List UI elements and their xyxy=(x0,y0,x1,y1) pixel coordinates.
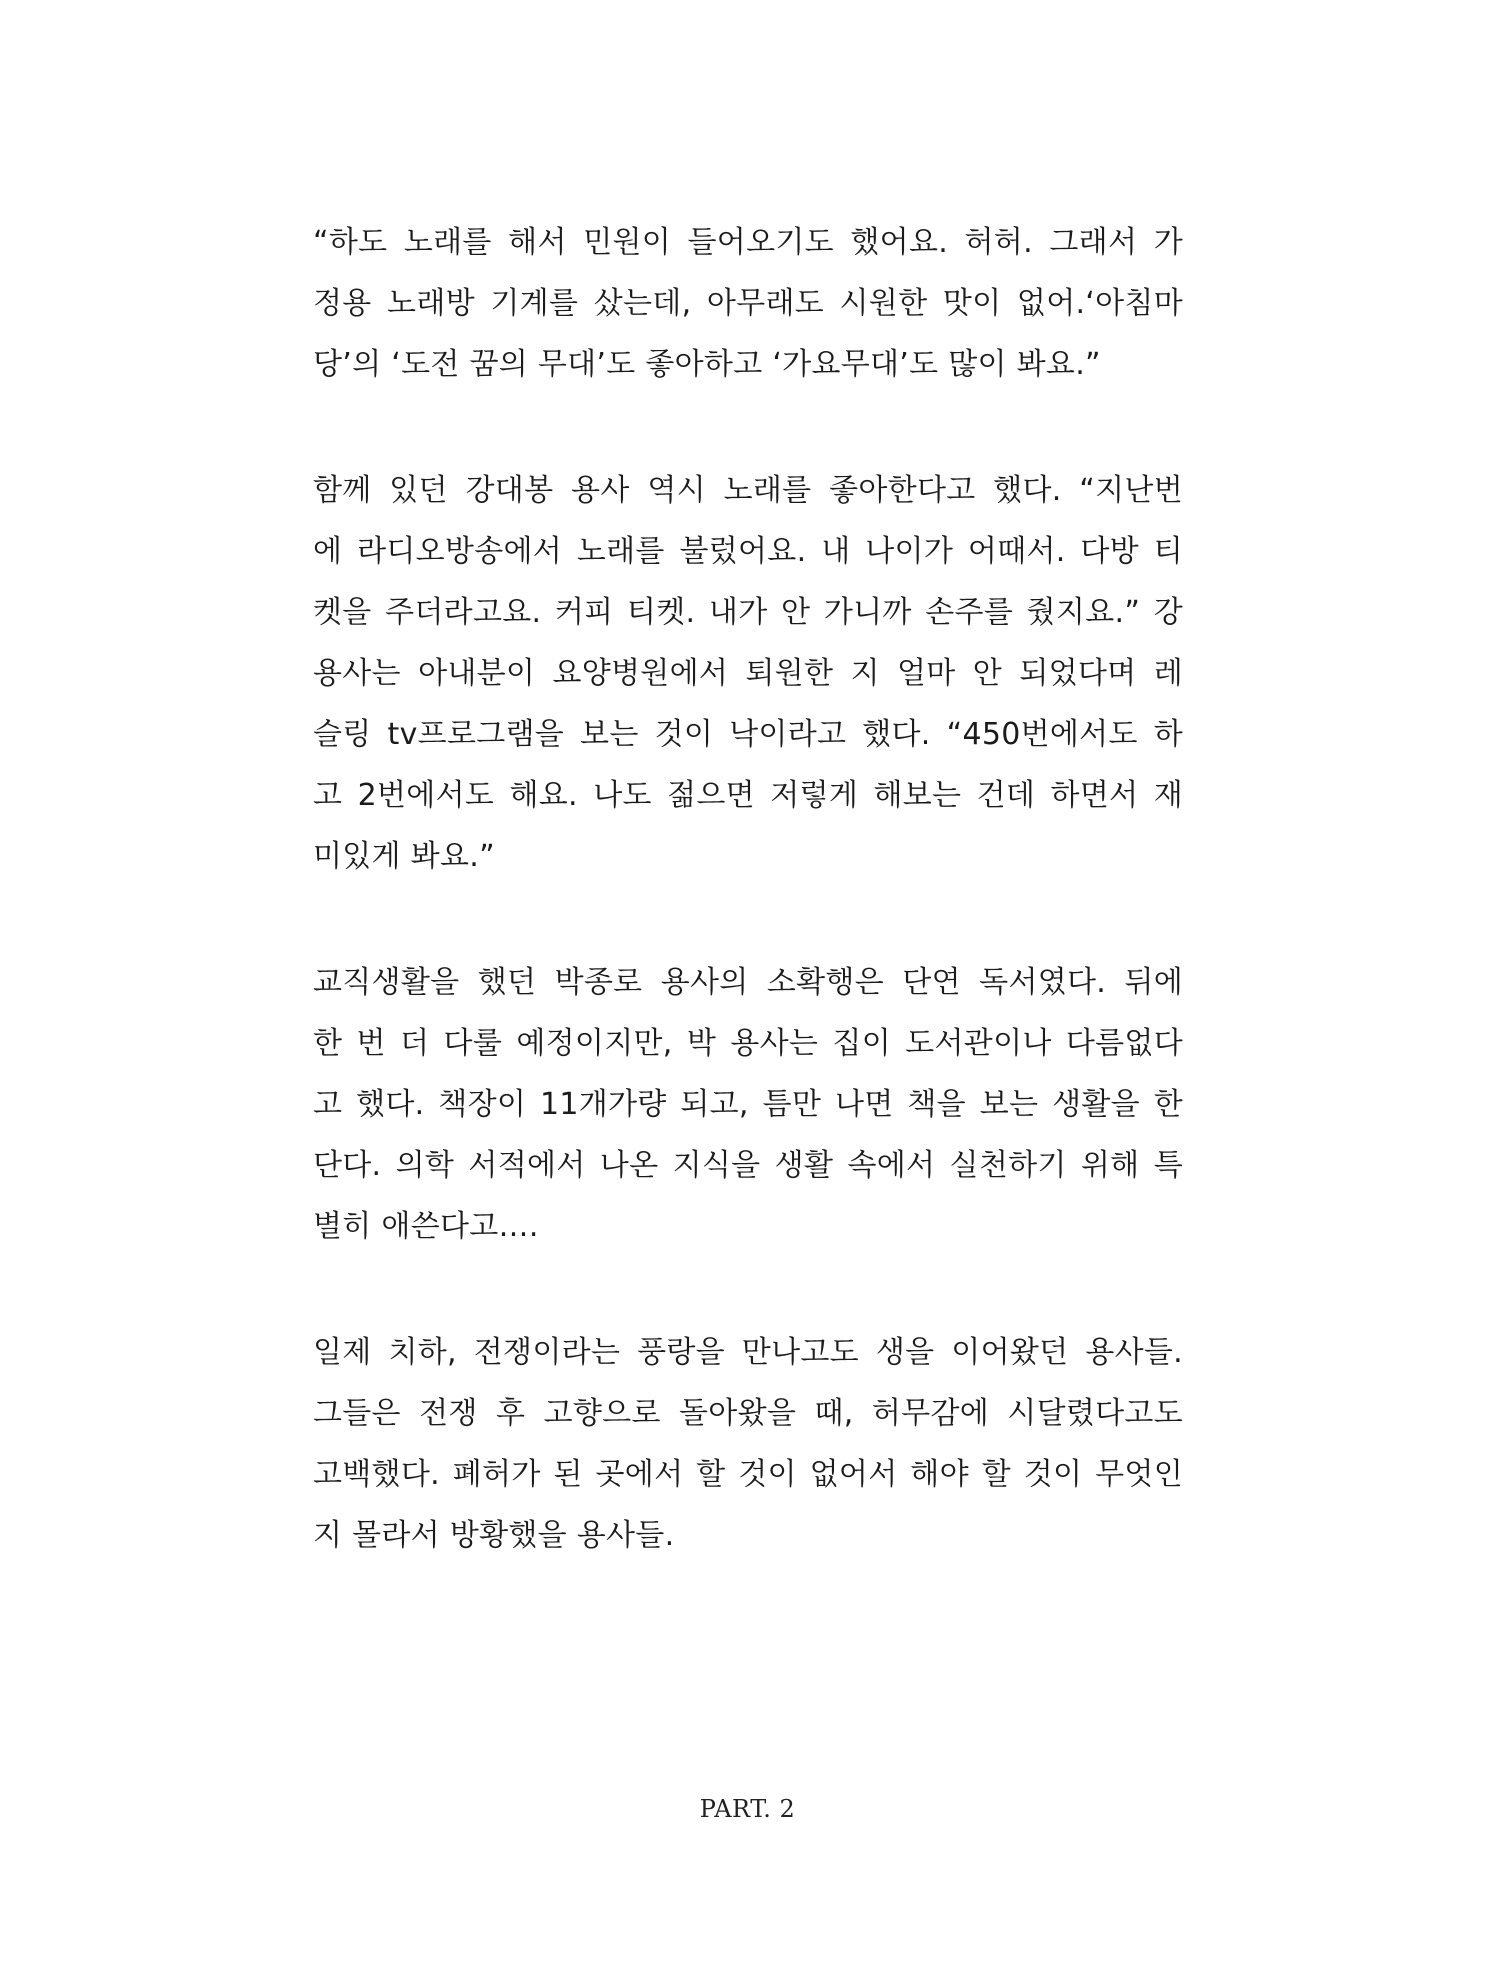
text-line: 지 몰라서 방황했을 용사들. xyxy=(313,1518,675,1553)
paragraph xyxy=(313,460,1183,887)
text-line: 정용 노래방 기계를 샀는데, 아무래도 시원한 맛이 없어.‘아침마 xyxy=(313,286,1183,321)
paragraph xyxy=(313,1322,1183,1566)
text-line: 미있게 봐요.” xyxy=(313,839,495,874)
paragraph xyxy=(313,952,1183,1257)
text-line: 일제 치하, 전쟁이라는 풍랑을 만나고도 생을 이어왔던 용사들. xyxy=(313,1335,1183,1370)
text-line: 고 했다. 책장이 11개가량 되고, 틈만 나면 책을 보는 생활을 한 xyxy=(313,1087,1183,1122)
text-line: 켓을 주더라고요. 커피 티켓. 내가 안 가니까 손주를 줬지요.” 강 xyxy=(313,595,1183,630)
text-line: 슬링 tv프로그램을 보는 것이 낙이라고 했다. “450번에서도 하 xyxy=(313,717,1183,752)
text-line: 고백했다. 폐허가 된 곳에서 할 것이 없어서 해야 할 것이 무엇인 xyxy=(313,1457,1183,1492)
text-line: 당’의 ‘도전 꿈의 무대’도 좋아하고 ‘가요무대’도 많이 봐요.” xyxy=(313,347,1101,382)
text-line: 별히 애쓴다고…. xyxy=(313,1209,539,1244)
text-line: 고 2번에서도 해요. 나도 젊으면 저렇게 해보는 건데 하면서 재 xyxy=(313,778,1183,813)
text-line: 단다. 의학 서적에서 나온 지식을 생활 속에서 실천하기 위해 특 xyxy=(313,1148,1183,1183)
text-line: 그들은 전쟁 후 고향으로 돌아왔을 때, 허무감에 시달렸다고도 xyxy=(313,1396,1183,1431)
text-line: 용사는 아내분이 요양병원에서 퇴원한 지 얼마 안 되었다며 레 xyxy=(313,656,1183,691)
text-line: “하도 노래를 해서 민원이 들어오기도 했어요. 허허. 그래서 가 xyxy=(313,225,1183,260)
article-body xyxy=(313,212,1183,1631)
paragraph xyxy=(313,212,1183,395)
text-line: 함께 있던 강대봉 용사 역시 노래를 좋아한다고 했다. “지난번 xyxy=(313,473,1183,508)
page-footer-label: PART. 2 xyxy=(699,1795,796,1823)
text-line: 교직생활을 했던 박종로 용사의 소확행은 단연 독서였다. 뒤에 xyxy=(313,965,1183,1000)
text-line: 한 번 더 다룰 예정이지만, 박 용사는 집이 도서관이나 다름없다 xyxy=(313,1026,1183,1061)
text-line: 에 라디오방송에서 노래를 불렀어요. 내 나이가 어때서. 다방 티 xyxy=(313,534,1183,569)
